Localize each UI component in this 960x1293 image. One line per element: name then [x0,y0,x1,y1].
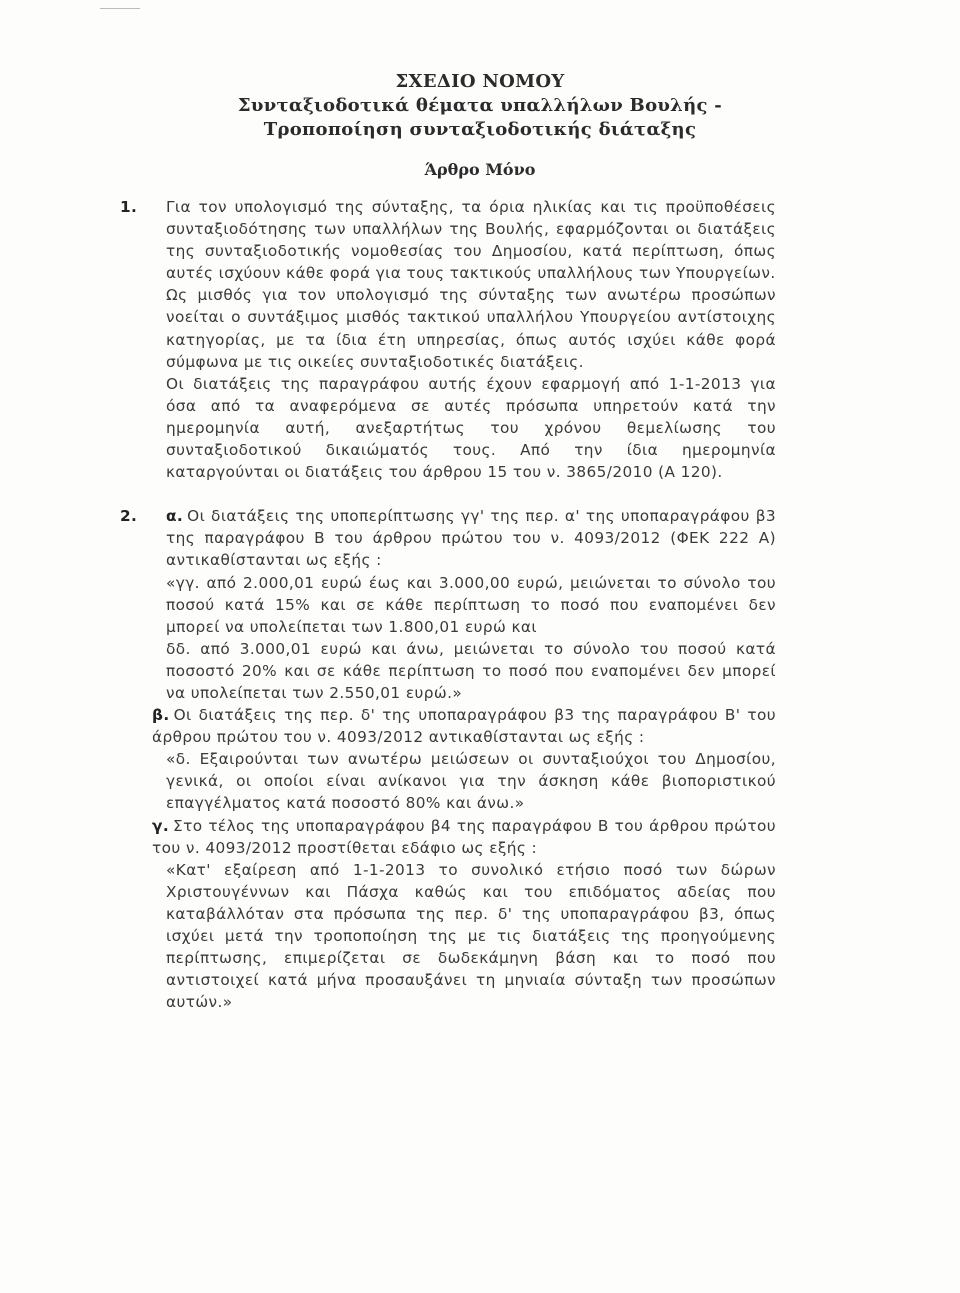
document-body [120,196,776,1013]
subparagraph-label: α. [166,507,184,526]
paragraph-text: Ως μισθός για τον υπολογισμό της σύνταξης των ανωτέρω προσώπων νοείται ο συντάξιμος μισθός τακτικού υπαλλήλου Υπουργείου αντίστοιχης κατηγορίας, με τα ίδια έτη υπηρεσίας, όπως αυτός ισχύει κάθε φορά σύμφωνα με τις οικείες συνταξιοδοτικές διατάξεις. [166,286,776,371]
quote-gg: «γγ. από 2.000,01 ευρώ έως και 3.000,00 ευρώ, μειώνεται το σύνολο του ποσού κατά 15% και σε κάθε περίπτωση το ποσό που εναπομένει δεν μπορεί να υπολείπεται των 1.800,01 ευρώ και [166,573,776,636]
quote-dd: δδ. από 3.000,01 ευρώ και άνω, μειώνεται το σύνολο του ποσού κατά ποσοστό 20% και σε κάθε περίπτωση το ποσό που εναπομένει δεν μπορεί να υπολείπεται των 2.550,01 ευρώ.» [166,639,776,702]
paragraph-number: 1. [120,198,138,216]
quote-exception: «Κατ' εξαίρεση από 1-1-2013 το συνολικό ετήσιο ποσό των δώρων Χριστουγέννων και Πάσχα καθώς και του επιδόματος αδείας που καταβάλλόταν στα πρόσωπα της περ. δ' της υποπαραγράφου β3, όπως ισχύει μετά την τροποποίηση της με τις διατάξεις της προηγούμενης περίπτωσης, επιμερίζεται σε δωδεκάμηνη βάση και το ποσό που αντιστοιχεί κατά μήνα προσαυξάνει τη μηνιαία σύνταξη των προσώπων αυτών.» [166,860,776,1012]
paragraph-2 [120,505,776,1013]
paragraph-text: Οι διατάξεις της παραγράφου αυτής έχουν εφαρμογή από 1-1-2013 για όσα από τα αναφερόμενα σε αυτές πρόσωπα υπηρετούν κατά την ημερομηνία αυτή, ανεξαρτήτως του χρόνου θεμελίωσης του συνταξιοδοτικού δικαιώματός τους. Από την ίδια ημερομηνία καταργούνται οι διατάξεις του άρθρου 15 του ν. 3865/2010 (Α 120). [166,374,776,482]
paragraph-1 [120,196,776,483]
doc-subject-line-1: Συνταξιοδοτικά θέματα υπαλλήλων Βουλής - [237,95,723,116]
quote-d: «δ. Εξαιρούνται των ανωτέρω μειώσεων οι συνταξιούχοι του Δημοσίου, γενικά, οι οποίοι είναι ανίκανοι για την άσκηση κάθε βιοποριστικού επαγγέλματος κατά ποσοστό 80% και άνω.» [166,750,776,813]
subparagraph-b [126,704,776,748]
subparagraph-text: Οι διατάξεις της περ. δ' της υποπαραγράφου β3 της παραγράφου Β' του άρθρου πρώτου του ν. 4093/2012 αντικαθίστανται ως εξής : [152,706,776,747]
subparagraph-text: Οι διατάξεις της υποπερίπτωσης γγ' της περ. α' της υποπαραγράφου β3 της παραγράφου Β του άρθρου πρώτου του ν. 4093/2012 (ΦΕΚ 222 Α) αντικαθίστανται ως εξής : [166,507,776,570]
subparagraph-a [126,505,776,571]
article-title: Άρθρο Μόνο [424,160,536,179]
subparagraph-text: Στο τέλος της υποπαραγράφου β4 της παραγράφου Β του άρθρου πρώτου του ν. 4093/2012 προστίθεται εδάφιο ως εξής : [152,816,776,857]
paragraph-number: 2. [120,507,138,526]
scan-artifact [100,0,140,9]
doc-type-title: ΣΧΕΔΙΟ ΝΟΜΟΥ [395,71,565,92]
document-header [0,70,960,142]
subparagraph-label: γ. [152,816,170,835]
subparagraph-label: β. [152,706,170,725]
paragraph-text: Για τον υπολογισμό της σύνταξης, τα όρια ηλικίας και τις προϋποθέσεις συνταξιοδότησης των υπαλλήλων της Βουλής, εφαρμόζονται οι διατάξεις της συνταξιοδοτικής νομοθεσίας του Δημοσίου, κατά περίπτωση, όπως αυτές ισχύουν κάθε φορά για τους τακτικούς υπαλλήλους των Υπουργείων. [166,198,776,283]
doc-subject-line-2: Τροποποίηση συνταξιοδοτικής διάταξης [263,119,697,140]
subparagraph-c [126,815,776,859]
